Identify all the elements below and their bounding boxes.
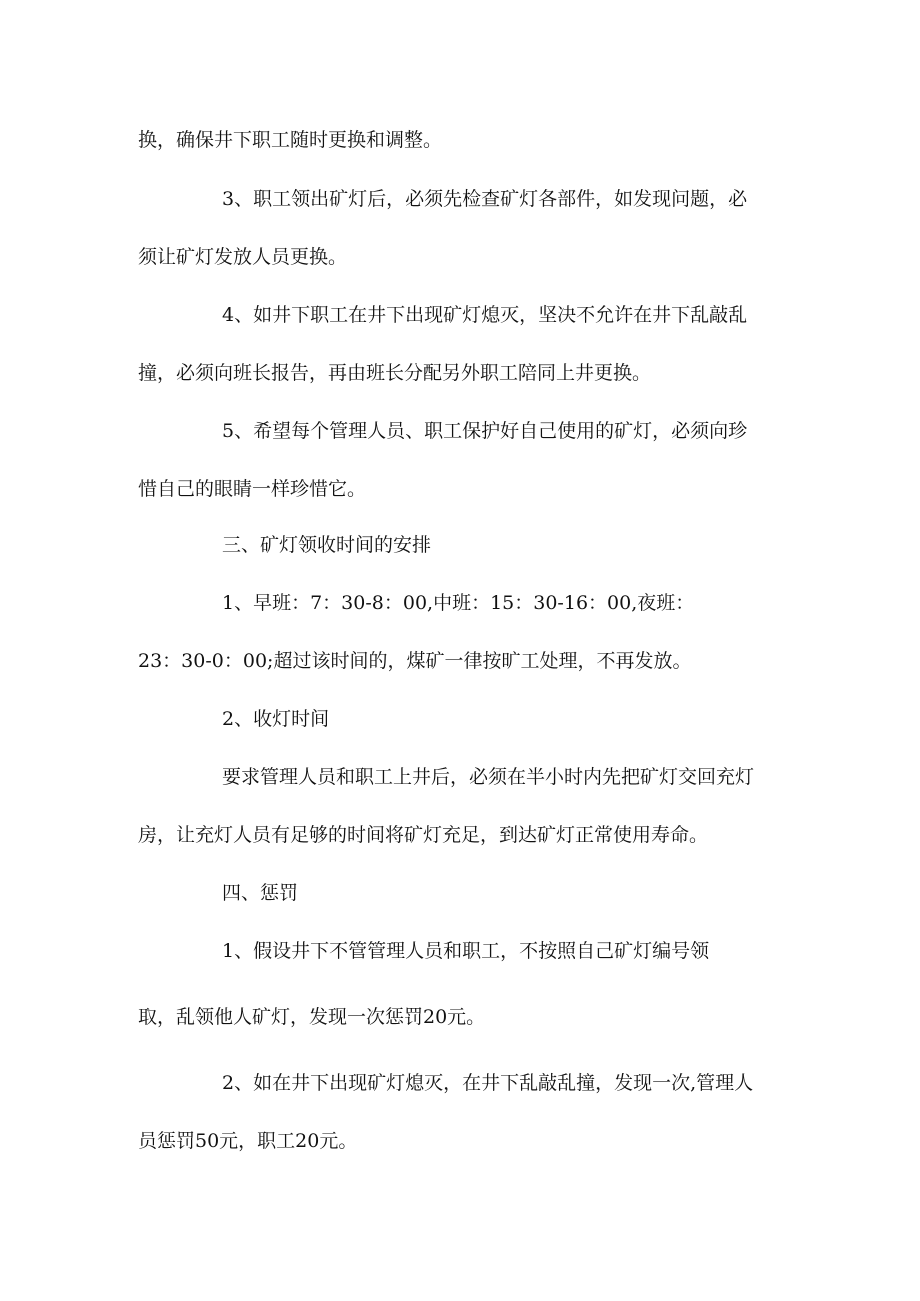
text-line-item-4-cont: 撞，必须向班长报告，再由班长分配另外职工陪同上井更换。 [138,362,652,384]
section-heading-3: 三、矿灯领收时间的安排 [222,534,432,556]
text-line-penalty-1-cont: 取，乱领他人矿灯，发现一次惩罚20元。 [138,1006,486,1028]
text-line-item-3-cont: 须让矿灯发放人员更换。 [138,246,348,268]
text-line-continuation-1: 换，确保井下职工随时更换和调整。 [138,129,443,151]
text-line-schedule: 1、早班：7：30-8：00,中班：15：30-16：00,夜班： [222,592,695,614]
text-line-penalty-2: 2、如在井下出现矿灯熄灭，在井下乱敲乱撞，发现一次,管理人 [222,1072,754,1094]
subheading-return-time: 2、收灯时间 [222,708,330,730]
text-line-schedule-cont: 23：30-0：00;超过该时间的，煤矿一律按旷工处理，不再发放。 [138,650,692,672]
text-line-item-5: 5、希望每个管理人员、职工保护好自己使用的矿灯，必须向珍 [222,420,748,442]
text-line-penalty-1: 1、假设井下不管管理人员和职工，不按照自己矿灯编号领 [222,940,710,962]
text-line-penalty-2-cont: 员惩罚50元，职工20元。 [138,1130,358,1152]
text-line-item-5-cont: 惜自己的眼睛一样珍惜它。 [138,478,367,500]
text-line-item-4: 4、如井下职工在井下出现矿灯熄灭，坚决不允许在井下乱敲乱 [222,304,748,326]
text-line-item-3: 3、职工领出矿灯后，必须先检查矿灯各部件，如发现问题，必 [222,188,748,210]
text-line-return-requirement-cont: 房，让充灯人员有足够的时间将矿灯充足，到达矿灯正常使用寿命。 [138,824,709,846]
text-line-return-requirement: 要求管理人员和职工上井后，必须在半小时内先把矿灯交回充灯 [222,766,755,788]
section-heading-4: 四、惩罚 [222,882,299,904]
